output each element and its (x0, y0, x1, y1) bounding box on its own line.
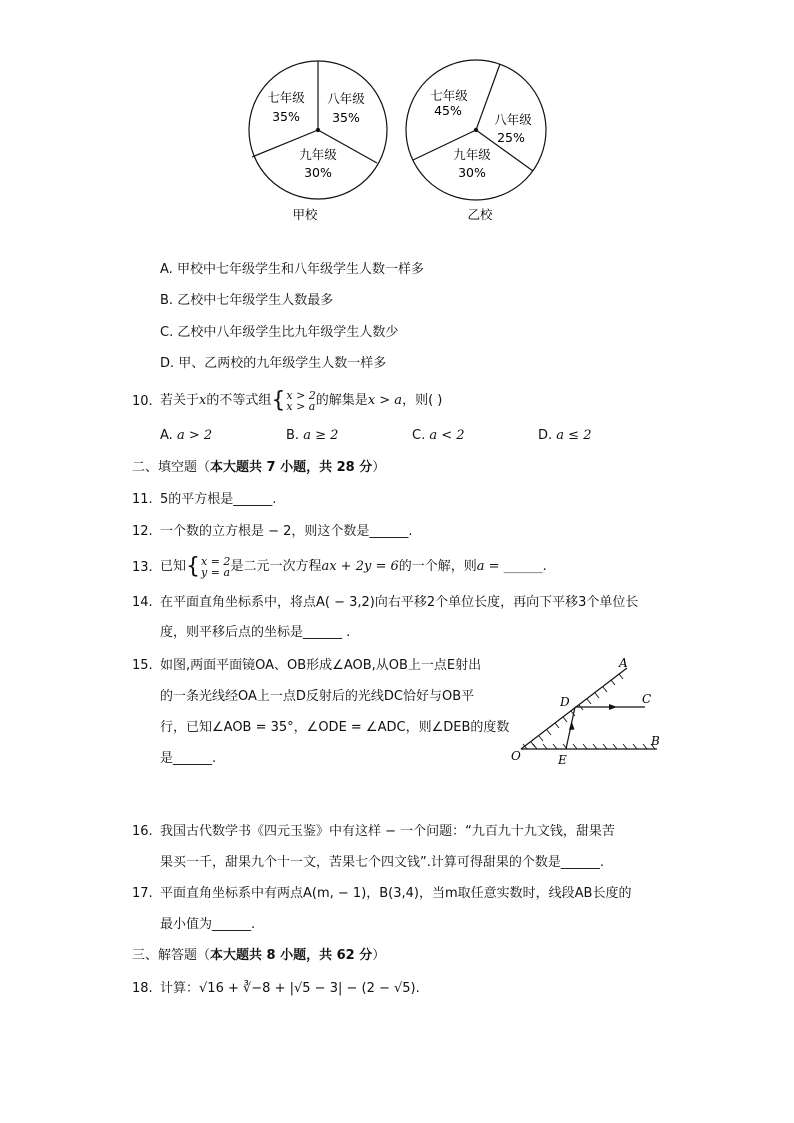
pie-yi-label-grade7: 七年级 (430, 88, 468, 103)
q15-number: 15. (132, 658, 153, 673)
q10-mid: 的不等式组 (206, 393, 272, 408)
q11-number: 11. (132, 492, 153, 507)
pie-jia-label-grade7: 七年级 (267, 90, 305, 105)
pie-jia-label-grade9: 九年级 (299, 147, 337, 162)
pie-chart-jia (249, 61, 387, 222)
q15-line-4: 是______. (160, 751, 217, 766)
q10-system-top: x > 2 (286, 388, 316, 402)
pie-yi-center-dot (474, 128, 478, 132)
q18-number: 18. (132, 981, 153, 996)
q9-option-d-text: 甲、乙两校的九年级学生人数一样多 (178, 356, 387, 371)
q17-number: 17. (132, 886, 153, 901)
q10-system-bottom: x > a (286, 399, 316, 413)
q13-system-brace: { (186, 553, 201, 579)
q10-option-a-expr: a > 2 (176, 428, 213, 443)
mirror-oa-hatching (531, 674, 623, 747)
q17-line-2: 最小值为______. (160, 917, 256, 932)
q10-number: 10. (132, 394, 153, 409)
q9-option-a (160, 260, 424, 280)
q15-line-2: 的一条光线经OA上一点D反射后的光线DC恰好与OB平 (160, 689, 475, 704)
pie-charts (230, 50, 570, 235)
q13-number: 13. (132, 560, 153, 575)
point-label-e: E (558, 753, 567, 767)
q17-line-1: 平面直角坐标系中有两点A(m, − 1)，B(3,4)，当m取任意实数时，线段AB长度的 (160, 886, 632, 901)
q9-option-c-letter: C. (160, 325, 174, 340)
q10-pre: 若关于 (160, 393, 200, 408)
pie-yi-value-grade8: 25% (497, 130, 525, 145)
point-label-o: O (511, 749, 521, 763)
q13-mid: 是二元一次方程 (230, 559, 322, 574)
q16-line-2: 果买一千，甜果九个十一文，苦果七个四文钱”.计算可得甜果的个数是______. (160, 855, 604, 870)
q16-line-1: 我国古代数学书《四元玉鉴》中有这样 − 一个问题：“九百九十九文钱，甜果苦 (160, 824, 615, 839)
q13-stem (160, 552, 547, 582)
q18-stem (160, 979, 420, 999)
pie-yi-caption: 乙校 (467, 207, 493, 222)
q18-label: 计算： (160, 981, 200, 996)
point-label-b: B (651, 734, 660, 748)
q10-condition: x > a (367, 393, 403, 408)
q10-option-c-expr: a < 2 (429, 428, 465, 443)
ray-dc-arrow (609, 704, 617, 710)
q10-var-x: x (199, 393, 207, 408)
q9-option-a-letter: A. (160, 262, 173, 277)
section-3-heading (132, 946, 385, 966)
point-label-c: C (642, 692, 652, 706)
q15-line-1: 如图,两面平面镜OA、OB形成∠AOB,从OB上一点E射出 (160, 658, 482, 673)
pie-jia-value-grade8: 35% (332, 110, 360, 125)
pie-jia-caption: 甲校 (292, 207, 318, 222)
pie-yi-value-grade7: 45% (434, 103, 462, 118)
q9-option-c (160, 323, 398, 343)
q13-equation: ax + 2y = 6 (321, 559, 399, 574)
q10-option-b-expr: a ≥ 2 (303, 428, 339, 443)
q10-stem (160, 386, 442, 416)
point-label-a: A (619, 656, 628, 670)
point-label-d: D (560, 695, 570, 709)
q10-option-a (160, 426, 212, 446)
q9-option-d-letter: D. (160, 356, 175, 371)
pie-yi-label-grade9: 九年级 (453, 147, 491, 162)
q10-option-d-letter: D. (538, 428, 553, 443)
q10-system (286, 390, 315, 412)
section-3-close: ） (372, 948, 386, 963)
q9-option-c-text: 乙校中八年级学生比九年级学生人数少 (177, 325, 399, 340)
q9-option-b (160, 291, 333, 311)
section-2-lead: 二、填空题（ (132, 460, 211, 475)
section-3-lead: 三、解答题（ (132, 948, 211, 963)
q9-option-a-text: 甲校中七年级学生和八年级学生人数一样多 (176, 262, 424, 277)
q13-answer-blank: a = ______. (476, 559, 547, 574)
q16-number: 16. (132, 824, 153, 839)
q10-option-c-letter: C. (412, 428, 426, 443)
section-2-info: 本大题共 7 小题，共 28 分 (210, 460, 373, 475)
q13-system-top: x = 2 (201, 554, 231, 568)
q10-option-b-letter: B. (286, 428, 300, 443)
q10-option-a-letter: A. (160, 428, 173, 443)
mirror-ob-hatching (523, 744, 655, 749)
q14-number: 14. (132, 595, 153, 610)
section-2-close: ） (372, 460, 386, 475)
ray-ed-arrow (569, 721, 575, 730)
q10-option-c (412, 426, 465, 446)
pie-jia-value-grade7: 35% (272, 109, 300, 124)
q10-system-brace: { (271, 387, 286, 413)
section-2-heading (132, 458, 385, 478)
pie-jia-label-grade8: 八年级 (327, 91, 365, 106)
q14-line-1: 在平面直角坐标系中，将点A( − 3,2)向右平移2个单位长度，再向下平移3个单位长 (160, 595, 639, 610)
q13-post: 的一个解，则 (398, 559, 477, 574)
q11-text: 5的平方根是______. (160, 492, 277, 507)
q10-option-b (286, 426, 338, 446)
q10-post: 的解集是 (315, 393, 368, 408)
q9-option-d (160, 354, 386, 374)
q13-pre: 已知 (160, 559, 187, 574)
q13-system-bottom: y = a (201, 565, 230, 579)
pie-chart-yi (406, 60, 546, 222)
q14-line-2: 度，则平移后点的坐标是______ . (160, 625, 351, 640)
pie-jia-center-dot (316, 128, 320, 132)
pie-jia-value-grade9: 30% (304, 165, 332, 180)
q9-option-b-text: 乙校中七年级学生人数最多 (177, 293, 334, 308)
q15-mirror-figure (505, 650, 675, 770)
pie-yi-label-grade8: 八年级 (494, 112, 532, 127)
q10-tail: ，则( ) (402, 393, 443, 408)
q15-line-3: 行，已知∠AOB = 35°，∠ODE = ∠ADC，则∠DEB的度数 (160, 720, 510, 735)
q12-number: 12. (132, 524, 153, 539)
q10-option-d-expr: a ≤ 2 (556, 428, 592, 443)
section-3-info: 本大题共 8 小题，共 62 分 (210, 948, 373, 963)
q10-option-d (538, 426, 591, 446)
q13-system (201, 556, 230, 578)
q12-text: 一个数的立方根是 − 2，则这个数是______. (160, 524, 413, 539)
q9-option-b-letter: B. (160, 293, 174, 308)
pie-yi-value-grade9: 30% (458, 165, 486, 180)
q18-expression: √16 + ∛−8 + |√5 − 3| − (2 − √5). (199, 981, 420, 996)
